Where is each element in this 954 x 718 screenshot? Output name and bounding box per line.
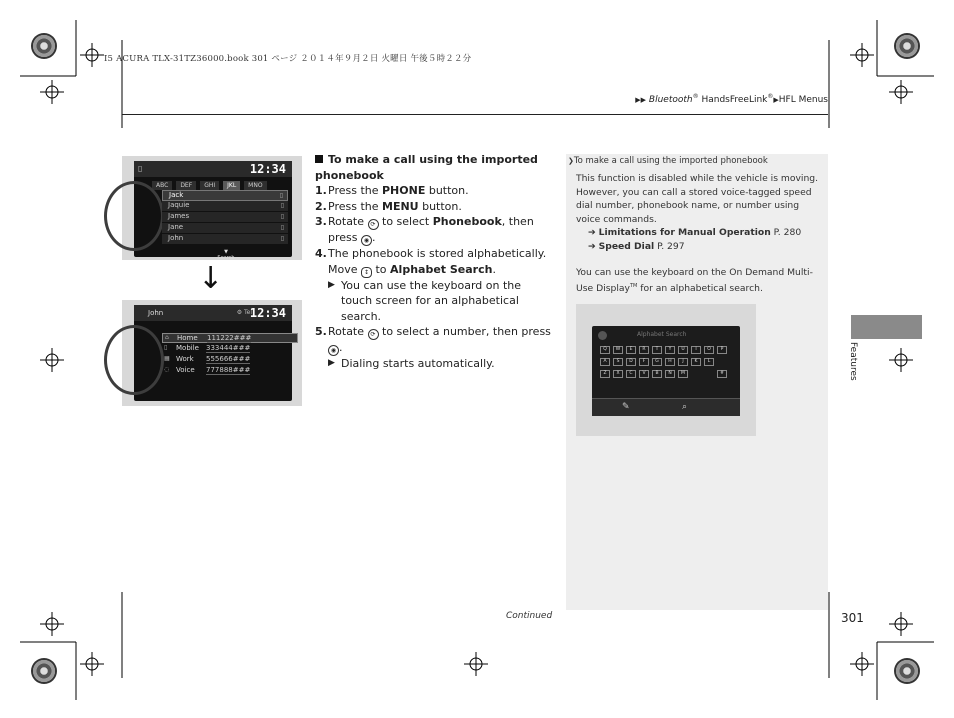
interface-dial-icon: ⟳	[368, 329, 379, 340]
continued-label: Continued	[506, 611, 553, 621]
key-x[interactable]: X	[613, 370, 623, 378]
reference-arrow-icon: ➔	[588, 227, 596, 238]
breadcrumb-handsfreelink: HandsFreeLink	[698, 95, 768, 105]
work-icon: ▦	[164, 355, 170, 362]
dial-move-icon: ↕	[361, 267, 372, 278]
note-paragraph-2: You can use the keyboard on the On Demand Multi-Use Display™ for an alphabetical search.	[576, 267, 813, 294]
arrow-icon: ▶	[328, 358, 335, 368]
phonebook-list-screen	[134, 161, 292, 261]
tab-def[interactable]: DEF	[176, 181, 196, 190]
key-n[interactable]: N	[665, 370, 675, 378]
key-d[interactable]: D	[626, 358, 636, 366]
note-title: ❯To make a call using the imported phonebook	[568, 156, 768, 166]
interface-dial-icon: ⟳	[368, 219, 379, 230]
key-hash[interactable]: #	[717, 370, 727, 378]
phone-status-icon: ⚙ Tel	[236, 309, 252, 316]
reference-arrow-icon: ➔	[588, 240, 596, 252]
page-number: 301	[841, 611, 864, 625]
step-5-note: ▶ Dialing starts automatically.	[328, 357, 495, 370]
clock: 12:34	[249, 306, 286, 320]
contact-detail-figure	[122, 300, 302, 406]
number-row-mobile[interactable]: ▯ Mobile 333444###	[164, 344, 251, 352]
contact-row[interactable]: John ▯	[162, 234, 288, 245]
arrow-icon: ▶	[328, 279, 335, 290]
print-header: I5 ACURA TLX-31TZ36000.book 301 ページ ２０１４年９月２日 火曜日 午後５時２２分	[104, 54, 472, 64]
breadcrumb-hfl-menus: HFL Menus	[778, 95, 828, 105]
key-o[interactable]: O	[704, 346, 714, 354]
key-h[interactable]: H	[665, 358, 675, 366]
keyboard-title: Alphabet Search	[637, 331, 687, 338]
step-3: 3. Rotate ⟳ to select Phonebook, then press ◉ .	[315, 215, 534, 244]
contact-row[interactable]: Jack ▯	[162, 190, 288, 201]
keyboard-bottom-bar	[592, 398, 740, 416]
key-r[interactable]: R	[639, 346, 649, 354]
key-t[interactable]: T	[652, 346, 662, 354]
instructions	[315, 152, 555, 372]
dial-press-icon: ◉	[361, 235, 372, 246]
key-b[interactable]: B	[652, 370, 662, 378]
key-e[interactable]: E	[626, 346, 636, 354]
key-l[interactable]: L	[704, 358, 714, 366]
chevron-down-icon: ▼	[224, 249, 228, 255]
step-4-note: ▶ You can use the keyboard on the touch screen for an alphabetical search.	[328, 278, 521, 323]
number-row-voice[interactable]: ◌ Voice 777888###	[164, 366, 251, 374]
search-tab[interactable]: ▼ Search	[217, 249, 235, 261]
key-s[interactable]: S	[613, 358, 623, 366]
header-rule	[122, 114, 828, 115]
breadcrumb-bluetooth: Bluetooth	[648, 95, 693, 105]
square-bullet-icon	[315, 155, 323, 163]
key-c[interactable]: C	[626, 370, 636, 378]
key-u[interactable]: U	[678, 346, 688, 354]
dial-arc-decoration	[104, 181, 164, 251]
tab-jkl[interactable]: JKL	[223, 181, 240, 190]
tab-ghi[interactable]: GHI	[200, 181, 219, 190]
keyboard-figure	[576, 304, 756, 436]
section-tab	[851, 315, 922, 339]
section-label: Features	[848, 342, 858, 381]
reference-link-limitations[interactable]: ➔ Limitations for Manual Operation P. 280	[588, 227, 802, 238]
key-f[interactable]: F	[639, 358, 649, 366]
tab-mno[interactable]: MNO	[244, 181, 266, 190]
note-body	[576, 172, 822, 295]
instructions-heading: To make a call using the imported phonebook	[315, 153, 538, 182]
key-w[interactable]: W	[613, 346, 623, 354]
reference-link-speed-dial[interactable]: ➔ Speed Dial P. 297	[588, 240, 685, 252]
tab-abc[interactable]: ABC	[152, 181, 172, 190]
step-4: 4. The phonebook is stored alphabetically. Move ↕ to Alphabet Search.	[315, 247, 547, 276]
breadcrumb-arrow-icon: ▶▶	[635, 96, 647, 104]
key-g[interactable]: G	[652, 358, 662, 366]
mobile-icon: ▯	[164, 344, 168, 351]
key-p[interactable]: P	[717, 346, 727, 354]
phone-icon: ▯	[138, 164, 143, 173]
key-v[interactable]: V	[639, 370, 649, 378]
phonebook-list-figure	[122, 156, 302, 260]
step-2: 2. Press the MENU button.	[315, 199, 462, 213]
alphabet-tabs	[152, 181, 267, 190]
handwriting-icon[interactable]: ✎	[622, 402, 630, 412]
down-arrow-icon: ↓	[198, 261, 224, 296]
clock: 12:34	[249, 162, 286, 176]
key-z[interactable]: Z	[600, 370, 610, 378]
dial-arc-decoration	[104, 325, 164, 395]
note-icon: ❯	[568, 157, 574, 165]
contact-detail-screen	[134, 305, 292, 401]
search-icon[interactable]: ⌕	[682, 402, 688, 412]
dial-press-icon: ◉	[328, 345, 339, 356]
on-demand-display-screen	[592, 326, 740, 416]
breadcrumb-reg-mark: ®	[767, 93, 774, 100]
breadcrumb-reg-mark: ®	[692, 93, 699, 100]
note-paragraph-1: This function is disabled while the vehicle is moving. However, you can call a stored voice-tagged speed dial number, phonebook name, or number using voice commands.	[576, 173, 819, 225]
key-j[interactable]: J	[678, 358, 688, 366]
home-icon: ⌂	[165, 334, 169, 341]
contact-row[interactable]: Jane ▯	[162, 223, 288, 234]
key-q[interactable]: Q	[600, 346, 610, 354]
step-5: 5. Rotate ⟳ to select a number, then press ◉ .	[315, 325, 551, 354]
contact-row[interactable]: Jaquie ▯	[162, 201, 288, 212]
key-i[interactable]: I	[691, 346, 701, 354]
key-k[interactable]: K	[691, 358, 701, 366]
contact-name: John	[148, 309, 164, 317]
breadcrumb	[635, 93, 828, 105]
breadcrumb-arrow-icon: ▶	[773, 96, 779, 104]
key-a[interactable]: A	[600, 358, 610, 366]
step-1: 1. Press the PHONE button.	[315, 184, 469, 197]
voice-icon: ◌	[164, 366, 170, 373]
key-y[interactable]: Y	[665, 346, 675, 354]
contact-row[interactable]: James ▯	[162, 212, 288, 223]
number-row-work[interactable]: ▦ Work 555666###	[164, 355, 251, 363]
number-row-home[interactable]: ⌂ Home 111222###	[162, 333, 298, 343]
key-m[interactable]: M	[678, 370, 688, 378]
back-icon[interactable]	[598, 331, 607, 340]
